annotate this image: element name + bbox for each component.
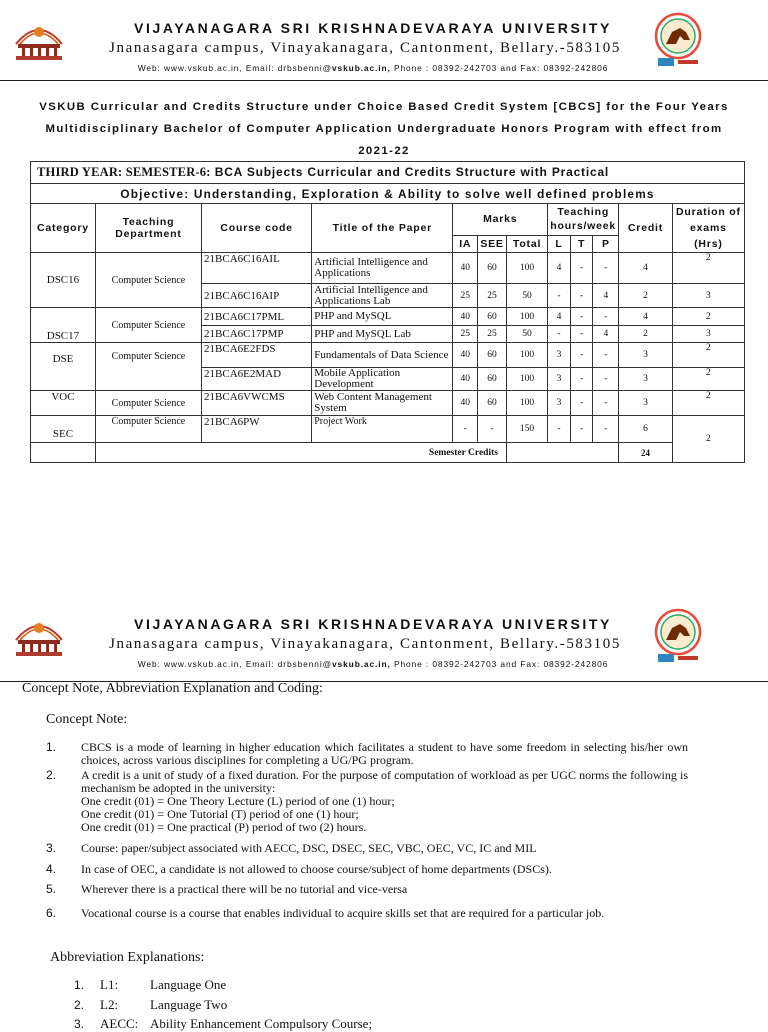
l-cell: 4 xyxy=(548,253,571,284)
abbreviation-heading: Abbreviation Explanations: xyxy=(50,950,205,965)
curriculum-table xyxy=(30,161,745,463)
title-line-3: 2021-22 xyxy=(358,145,410,157)
p-cell: 4 xyxy=(593,326,619,343)
col-l: L xyxy=(548,235,571,252)
course-code-cell: 21BCA6C16AIP xyxy=(202,284,312,308)
contact-line: Web: www.vskub.ac.in, Email: drbsbenni@vskub.ac.in, Phone : 08392-242703 and Fax: 08392-242806 xyxy=(137,659,609,669)
l-cell: 3 xyxy=(548,343,571,368)
concept-heading: Concept Note, Abbreviation Explanation and Coding: xyxy=(22,681,323,696)
see-cell: 60 xyxy=(478,391,507,416)
see-cell: 60 xyxy=(478,253,507,284)
course-code-cell: 21BCA6E2MAD xyxy=(202,368,312,391)
semester-credits-label: Semester Credits xyxy=(95,443,506,463)
total-cell: 100 xyxy=(506,308,547,326)
title-cell: Fundamentals of Data Science xyxy=(312,343,453,368)
p-cell: - xyxy=(593,308,619,326)
duration-cell: 3 xyxy=(672,326,744,343)
p-cell: 4 xyxy=(593,284,619,308)
duration-cell: 2 xyxy=(672,308,744,326)
campus-address: Jnanasagara campus, Vinayakanagara, Cantonment, Bellary.-583105 xyxy=(109,40,621,56)
title-cell: Web Content Management System xyxy=(312,391,453,416)
p-cell: - xyxy=(593,343,619,368)
semester-credits-value: 24 xyxy=(619,443,673,463)
l-cell: 3 xyxy=(548,391,571,416)
ia-cell: - xyxy=(453,416,478,443)
category-cell: SEC xyxy=(31,416,96,443)
credit-cell: 3 xyxy=(619,343,673,368)
course-code-cell: 21BCA6C17PML xyxy=(202,308,312,326)
semester-title: BCA Subjects Curricular and Credits Structure with Practical xyxy=(210,165,610,179)
p-cell: - xyxy=(593,368,619,391)
credit-cell: 3 xyxy=(619,391,673,416)
table-row xyxy=(31,253,745,284)
total-cell: 150 xyxy=(506,416,547,443)
credit-cell: 2 xyxy=(619,326,673,343)
department-cell: Computer Science xyxy=(95,391,201,416)
t-cell: - xyxy=(570,253,593,284)
department-cell: Computer Science xyxy=(95,253,201,308)
document-title xyxy=(24,96,744,162)
list-item: 6. Vocational course is a course that enables individual to acquire skills set that are required for a particular job. xyxy=(46,906,605,920)
credit-line: One credit (01) = One Tutorial (T) period of one (1) hour; xyxy=(81,807,359,821)
credit-cell: 3 xyxy=(619,368,673,391)
t-cell: - xyxy=(570,391,593,416)
department-cell: Computer Science xyxy=(95,416,201,443)
list-item: 5. Wherever there is a practical there will be no tutorial and vice-versa xyxy=(46,882,408,896)
list-item: 2. A credit is a unit of study of a fixed duration. For the purpose of computation of workload as per UGC norms the following is mechanism be adopted in the university: One credit (01) = One Theory Lecture (L) period of one (1) hour; One credit (01) = One Tutorial (T) period of one (1) hour; One credit (01) = One practical (P) period of two (2) hours. xyxy=(46,768,688,834)
ia-cell: 40 xyxy=(453,253,478,284)
title-cell: Artificial Intelligence and Applications xyxy=(312,253,453,284)
t-cell: - xyxy=(570,308,593,326)
p-cell: - xyxy=(593,416,619,443)
l-cell: - xyxy=(548,326,571,343)
credit-line: One credit (01) = One practical (P) period of two (2) hours. xyxy=(81,820,367,834)
table-row xyxy=(31,308,745,326)
duration-cell: 2 xyxy=(672,391,744,416)
table-row xyxy=(31,416,745,443)
see-cell: - xyxy=(478,416,507,443)
credit-line: One credit (01) = One Theory Lecture (L) period of one (1) hour; xyxy=(81,794,395,808)
course-code-cell: 21BCA6C17PMP xyxy=(202,326,312,343)
contact-line: Web: www.vskub.ac.in, Email: drbsbenni@vskub.ac.in, Phone : 08392-242703 and Fax: 08392-242806 xyxy=(137,63,609,73)
category-cell: DSC16 xyxy=(31,253,96,308)
title-line-2: Multidisciplinary Bachelor of Computer Application Undergraduate Honors Program with effect from xyxy=(45,123,723,135)
col-total: Total xyxy=(506,235,547,252)
p-cell: - xyxy=(593,253,619,284)
l-cell: - xyxy=(548,416,571,443)
see-cell: 25 xyxy=(478,326,507,343)
col-credit: Credit xyxy=(619,204,673,253)
t-cell: - xyxy=(570,416,593,443)
department-cell: Computer Science xyxy=(95,343,201,391)
duration-cell: 2 xyxy=(672,343,744,368)
total-cell: 100 xyxy=(506,391,547,416)
page-header-second xyxy=(0,596,768,676)
title-cell: PHP and MySQL Lab xyxy=(312,326,453,343)
duration-cell: 2 xyxy=(672,368,744,391)
title-cell: PHP and MySQL xyxy=(312,308,453,326)
course-code-cell: 21BCA6E2FDS xyxy=(202,343,312,368)
total-cell: 50 xyxy=(506,326,547,343)
category-cell: DSE xyxy=(31,343,96,391)
see-cell: 25 xyxy=(478,284,507,308)
credit-cell: 4 xyxy=(619,308,673,326)
see-cell: 60 xyxy=(478,308,507,326)
t-cell: - xyxy=(570,326,593,343)
ia-cell: 25 xyxy=(453,284,478,308)
semester-header-row xyxy=(31,162,745,184)
campus-address: Jnanasagara campus, Vinayakanagara, Cantonment, Bellary.-583105 xyxy=(109,636,621,652)
page-header-top xyxy=(0,0,768,80)
title-line-1: VSKUB Curricular and Credits Structure under Choice Based Credit System [CBCS] for the Four Years xyxy=(39,101,729,113)
title-cell: Artificial Intelligence and Applications Lab xyxy=(312,284,453,308)
total-cell: 50 xyxy=(506,284,547,308)
total-cell: 100 xyxy=(506,343,547,368)
header-divider xyxy=(0,80,768,81)
university-name: VIJAYANAGARA SRI KRISHNADEVARAYA UNIVERSITY xyxy=(134,20,612,36)
duration-cell: 2 xyxy=(672,253,744,284)
course-code-cell: 21BCA6VWCMS xyxy=(202,391,312,416)
course-code-cell: 21BCA6PW xyxy=(202,416,312,443)
see-cell: 60 xyxy=(478,368,507,391)
ia-cell: 25 xyxy=(453,326,478,343)
title-cell: Project Work xyxy=(312,416,453,443)
column-header-row-1 xyxy=(31,204,745,236)
credit-cell: 2 xyxy=(619,284,673,308)
list-item: 3. Course: paper/subject associated with AECC, DSC, DSEC, SEC, VBC, OEC, VC, IC and MIL xyxy=(46,841,537,855)
ia-cell: 40 xyxy=(453,308,478,326)
university-horse-logo-icon xyxy=(652,606,704,668)
credit-cell: 6 xyxy=(619,416,673,443)
ia-cell: 40 xyxy=(453,368,478,391)
col-ia: IA xyxy=(453,235,478,252)
col-teaching-department: Teaching Department xyxy=(95,204,201,253)
t-cell: - xyxy=(570,368,593,391)
ia-cell: 40 xyxy=(453,343,478,368)
table-row xyxy=(31,343,745,368)
university-horse-logo-icon xyxy=(652,10,704,72)
semester-credits-row xyxy=(31,443,745,463)
col-teaching-hours: Teaching hours/week xyxy=(548,204,619,236)
objective-text: Objective: Understanding, Exploration & Ability to solve well defined problems xyxy=(31,184,745,204)
objective-row xyxy=(31,184,745,204)
col-category: Category xyxy=(31,204,96,253)
t-cell: - xyxy=(570,343,593,368)
ia-cell: 40 xyxy=(453,391,478,416)
category-cell: VOC xyxy=(31,391,96,416)
category-cell: DSC17 xyxy=(31,308,96,343)
col-marks: Marks xyxy=(453,204,548,236)
duration-cell: 2 xyxy=(672,416,744,463)
list-item: 1. L1: Language One xyxy=(74,977,227,992)
list-item: 1. CBCS is a mode of learning in higher education which facilitates a student to have some freedom in selecting his/her own choices, across various disciplines for completing a UG/PG program. xyxy=(46,740,688,767)
list-item: 3. AECC: Ability Enhancement Compulsory Course; xyxy=(74,1016,373,1031)
title-cell: Mobile Application Development xyxy=(312,368,453,391)
l-cell: 3 xyxy=(548,368,571,391)
col-title: Title of the Paper xyxy=(312,204,453,253)
t-cell: - xyxy=(570,284,593,308)
course-code-cell: 21BCA6C16AIL xyxy=(202,253,312,284)
credit-cell: 4 xyxy=(619,253,673,284)
col-duration: Duration of exams (Hrs) xyxy=(672,204,744,253)
col-course-code: Course code xyxy=(202,204,312,253)
duration-cell: 3 xyxy=(672,284,744,308)
university-name: VIJAYANAGARA SRI KRISHNADEVARAYA UNIVERSITY xyxy=(134,616,612,632)
col-t: T xyxy=(570,235,593,252)
list-item: 4. In case of OEC, a candidate is not allowed to choose course/subject of home departments (DSCs). xyxy=(46,862,552,876)
col-p: P xyxy=(593,235,619,252)
semester-label: THIRD YEAR: SEMESTER-6: xyxy=(37,165,211,179)
table-row xyxy=(31,391,745,416)
list-item: 2. L2: Language Two xyxy=(74,997,228,1012)
l-cell: 4 xyxy=(548,308,571,326)
total-cell: 100 xyxy=(506,368,547,391)
l-cell: - xyxy=(548,284,571,308)
department-cell: Computer Science xyxy=(95,308,201,343)
col-see: SEE xyxy=(478,235,507,252)
concept-subheading: Concept Note: xyxy=(46,712,128,727)
total-cell: 100 xyxy=(506,253,547,284)
p-cell: - xyxy=(593,391,619,416)
see-cell: 60 xyxy=(478,343,507,368)
